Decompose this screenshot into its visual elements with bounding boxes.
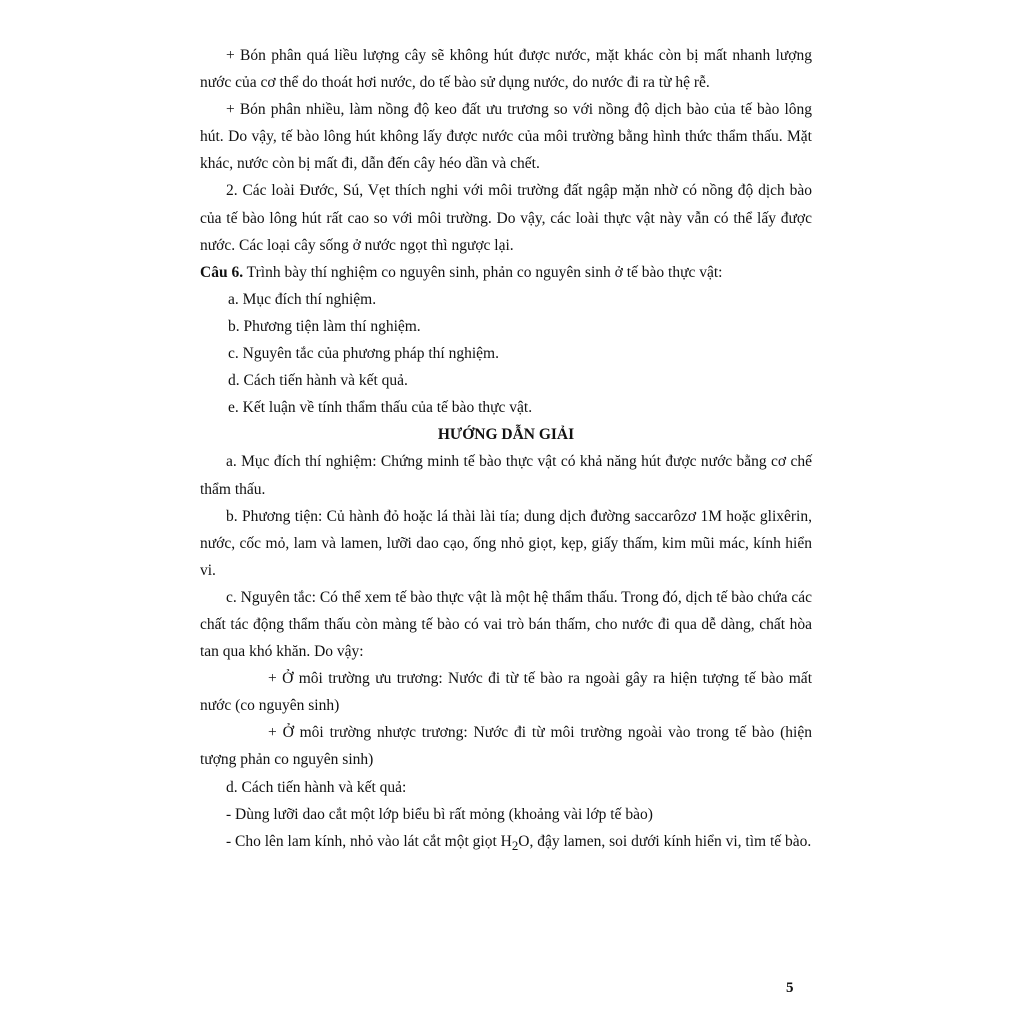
answer-c-hypotonic: + Ở môi trường nhược trương: Nước đi từ môi trường ngoài vào trong tế bào (hiện tượng phản co nguyên sinh) <box>200 724 812 769</box>
paragraph-fertilizer-excess: + Bón phân nhiều, làm nồng độ keo đất ưu trương so với nồng độ dịch bào của tế bào lông hút. Do vậy, tế bào lông hút không lấy được nước của môi trường bằng hình thức thẩm thấu. Mặt khác, nước còn bị mất đi, dẫn đến cây héo dần và chết. <box>200 101 812 173</box>
answer-d-step-2-end: O, đậy lamen, soi dưới kính hiển vi, tìm tế bào. <box>518 832 812 850</box>
paragraph-fertilizer-overdose: + Bón phân quá liều lượng cây sẽ không hút được nước, mặt khác còn bị mất nhanh lượng nước của cơ thể do thoát hơi nước, do tế bào sử dụng nước, do nước đi ra từ hệ rễ. <box>200 47 812 92</box>
question-option-d: d. Cách tiến hành và kết quả. <box>228 372 408 390</box>
answer-a: a. Mục đích thí nghiệm: Chứng minh tế bào thực vật có khả năng hút được nước bằng cơ chế thẩm thấu. <box>200 453 812 498</box>
paragraph-mangrove-adaptation: 2. Các loài Đước, Sú, Vẹt thích nghi với môi trường đất ngập mặn nhờ có nồng độ dịch bào của tế bào lông hút rất cao so với môi trường. Do vậy, các loài thực vật này vẫn có thể lấy được nước. Các loại cây sống ở nước ngọt thì ngược lại. <box>200 182 812 254</box>
question-6 <box>200 259 812 286</box>
answer-c-hypertonic: + Ở môi trường ưu trương: Nước đi từ tế bào ra ngoài gây ra hiện tượng tế bào mất nước (co nguyên sinh) <box>200 670 812 715</box>
answer-c: c. Nguyên tắc: Có thể xem tế bào thực vật là một hệ thẩm thấu. Trong đó, dịch tế bào chứa các chất tác động thẩm thấu còn màng tế bào có vai trò bán thấm, cho nước đi qua dễ dàng, chất hòa tan qua khó khăn. Do vậy: <box>200 588 812 661</box>
question-label: Câu 6. <box>200 263 244 281</box>
answer-title: HƯỚNG DẪN GIẢI <box>437 426 575 444</box>
answer-d-step-2 <box>200 828 812 859</box>
answer-b: b. Phương tiện: Củ hành đỏ hoặc lá thài lài tía; dung dịch đường saccarôzơ 1M hoặc glixêrin, nước, cốc mỏ, lam và lamen, lưỡi dao cạo, ống nhỏ giọt, kẹp, giấy thấm, kim mũi mác, kính hiển vi. <box>200 507 812 579</box>
question-option-b: b. Phương tiện làm thí nghiệm. <box>228 317 421 335</box>
answer-d: d. Cách tiến hành và kết quả: <box>226 778 407 796</box>
answer-d-step-2-start: - Cho lên lam kính, nhỏ vào lát cắt một giọt H <box>226 832 512 850</box>
question-option-e: e. Kết luận về tính thẩm thấu của tế bào thực vật. <box>228 399 533 417</box>
question-option-c: c. Nguyên tắc của phương pháp thí nghiệm. <box>228 345 499 363</box>
page-number: 5 <box>786 980 794 996</box>
water-subscript: 2 <box>511 837 519 853</box>
page-body <box>200 42 812 859</box>
answer-d-step-1: - Dùng lưỡi dao cắt một lớp biểu bì rất mỏng (khoảng vài lớp tế bào) <box>226 805 653 823</box>
question-option-a: a. Mục đích thí nghiệm. <box>228 290 377 308</box>
question-text: Trình bày thí nghiệm co nguyên sinh, phản co nguyên sinh ở tế bào thực vật: <box>243 263 723 281</box>
